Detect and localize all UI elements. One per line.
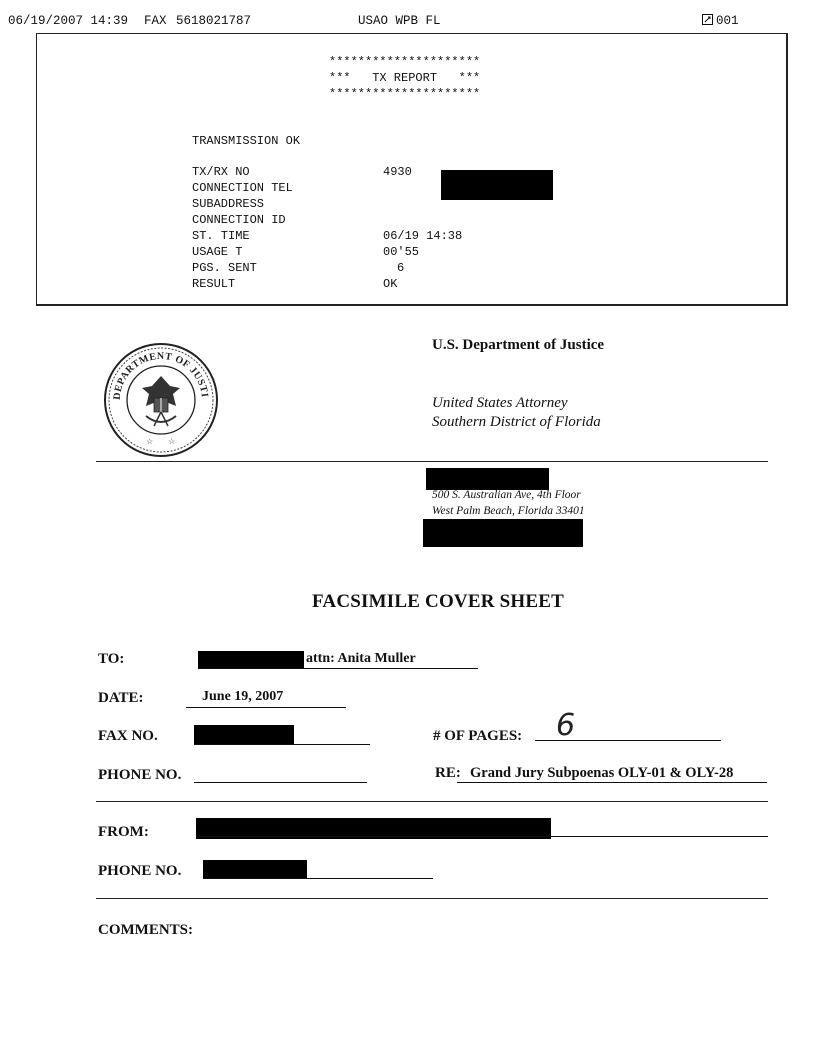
svg-text:☆: ☆ — [168, 437, 176, 446]
office-line-1: United States Attorney — [432, 395, 568, 411]
tx-row-label: RESULT — [192, 277, 236, 291]
date-label: DATE: — [98, 690, 144, 706]
phone-no-underline — [194, 782, 367, 783]
pages-label: # OF PAGES: — [433, 728, 523, 744]
tx-report-box — [36, 33, 788, 306]
fax-sender: USAO WPB FL — [358, 14, 441, 28]
fax-number: 5618021787 — [176, 14, 252, 28]
date-value: June 19, 2007 — [202, 689, 284, 704]
tx-status: TRANSMISSION OK — [192, 134, 301, 148]
tx-stars-top: ********************* — [329, 55, 481, 69]
to-underline — [198, 668, 478, 669]
section-divider-2 — [96, 898, 768, 899]
tx-row-value: 00'55 — [383, 245, 420, 259]
to-value: attn: Anita Muller — [306, 651, 416, 666]
letterhead-divider — [96, 461, 768, 462]
tx-row-label: CONNECTION TEL — [192, 181, 293, 195]
re-value: Grand Jury Subpoenas OLY-01 & OLY-28 — [470, 765, 734, 781]
tx-row-label: PGS. SENT — [192, 261, 257, 275]
fax-page-icon — [702, 14, 714, 29]
tx-stars-bottom: ********************* — [329, 87, 481, 101]
from-phone-underline — [203, 878, 433, 879]
re-underline — [457, 782, 767, 783]
tx-row-value: 4930 — [383, 165, 412, 179]
cover-sheet-title: FACSIMILE COVER SHEET — [312, 591, 564, 612]
to-label: TO: — [98, 651, 125, 667]
address-line-1: 500 S. Australian Ave, 4th Floor — [432, 489, 581, 501]
from-label: FROM: — [98, 824, 149, 840]
redaction-to — [198, 651, 304, 668]
date-underline — [186, 707, 346, 708]
redaction-address-phone — [423, 519, 583, 547]
fax-label: FAX — [144, 14, 167, 28]
office-line-2: Southern District of Florida — [432, 414, 601, 430]
fax-no-underline — [194, 744, 370, 745]
fax-datetime: 06/19/2007 14:39 — [8, 14, 129, 28]
pages-underline — [535, 740, 721, 741]
tx-row-value: 06/19 14:38 — [383, 229, 463, 243]
tx-row-value: 6 — [397, 261, 405, 275]
redaction-connection-tel — [441, 170, 553, 200]
address-line-2: West Palm Beach, Florida 33401 — [432, 505, 585, 517]
phone-no-label: PHONE NO. — [98, 767, 182, 783]
tx-row-label: CONNECTION ID — [192, 213, 286, 227]
re-label: RE: — [435, 765, 461, 781]
svg-text:☆: ☆ — [146, 437, 154, 446]
department-name: U.S. Department of Justice — [432, 337, 605, 353]
doj-seal — [102, 342, 220, 458]
redaction-fax-no — [194, 725, 294, 744]
tx-row-value: OK — [383, 277, 398, 291]
tx-row-label: ST. TIME — [192, 229, 250, 243]
from-phone-label: PHONE NO. — [98, 863, 182, 879]
seal-text: DEPARTMENT OF JUSTI — [111, 351, 210, 401]
pages-value: 6 — [556, 708, 576, 743]
fax-page-number: 001 — [716, 14, 739, 28]
tx-row-label: USAGE T — [192, 245, 243, 259]
tx-row-label: SUBADDRESS — [192, 197, 265, 211]
tx-row-label: TX/RX NO — [192, 165, 250, 179]
tx-report-title: *** TX REPORT *** — [329, 71, 481, 85]
from-underline — [196, 836, 768, 837]
redaction-from-phone — [203, 860, 307, 879]
fax-no-label: FAX NO. — [98, 728, 158, 744]
section-divider-1 — [96, 801, 768, 802]
comments-label: COMMENTS: — [98, 922, 193, 938]
